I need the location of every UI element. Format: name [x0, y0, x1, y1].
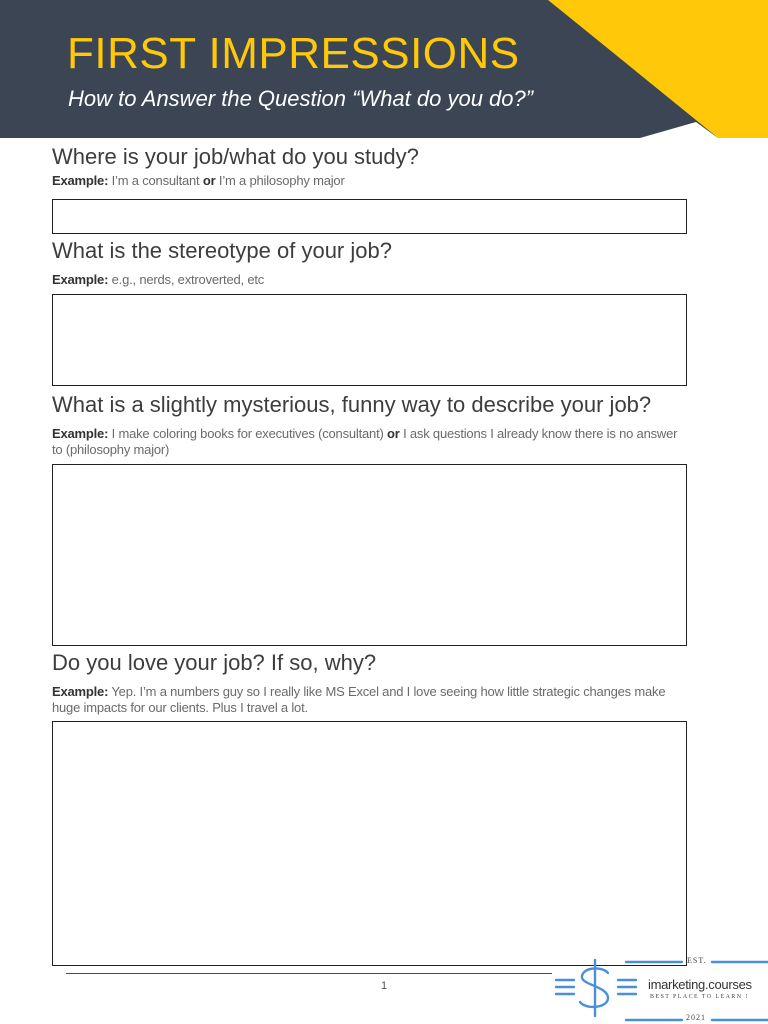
- answer-box-mysterious[interactable]: [52, 464, 687, 646]
- question-section-stereotype: [52, 238, 687, 288]
- example-or: or: [387, 426, 400, 442]
- example-label: Example:: [52, 684, 109, 700]
- question-section-love: [52, 650, 687, 716]
- question-heading: Do you love your job? If so, why?: [52, 650, 377, 675]
- page-subtitle: How to Answer the Question “What do you do?”: [68, 86, 534, 111]
- logo-tagline: BEST PLACE TO LEARN !: [650, 994, 749, 1000]
- question-section-mysterious: [52, 392, 687, 458]
- logo-est: EST.: [687, 956, 707, 965]
- footer-divider: [66, 973, 552, 974]
- example-part: I ask questions I already know there is no answer to (philosophy major): [52, 426, 678, 458]
- example-label: Example:: [52, 272, 109, 288]
- example-part: I’m a consultant: [111, 173, 203, 189]
- question-heading: What is a slightly mysterious, funny way to describe your job?: [52, 392, 652, 417]
- example-part: e.g., nerds, extroverted, etc: [111, 272, 265, 288]
- example-part: I make coloring books for executives (consultant): [111, 426, 388, 442]
- example-text: [52, 173, 687, 189]
- logo-year: 2021: [686, 1013, 706, 1022]
- question-heading: What is the stereotype of your job?: [52, 238, 392, 263]
- example-label: Example:: [52, 426, 109, 442]
- answer-box-love[interactable]: [52, 721, 687, 966]
- example-text: [52, 684, 687, 716]
- example-or: or: [202, 173, 216, 189]
- answer-box-job[interactable]: [52, 199, 687, 234]
- example-label: Example:: [52, 173, 109, 189]
- example-text: [52, 272, 687, 288]
- page-number: 1: [380, 980, 388, 992]
- logo-wordmark: imarketing.courses: [648, 977, 752, 992]
- example-part: Yep. I’m a numbers guy so I really like MS Excel and I love seeing how little strategic changes make huge impacts for our clients. Plus I travel a lot.: [52, 684, 666, 716]
- brand-logo: [552, 948, 768, 1024]
- page-title: FIRST IMPRESSIONS: [67, 29, 520, 78]
- question-heading: Where is your job/what do you study?: [52, 144, 419, 169]
- answer-box-stereotype[interactable]: [52, 294, 687, 386]
- question-section-job: [52, 144, 687, 189]
- example-text: [52, 426, 687, 458]
- example-part: I’m a philosophy major: [215, 173, 345, 189]
